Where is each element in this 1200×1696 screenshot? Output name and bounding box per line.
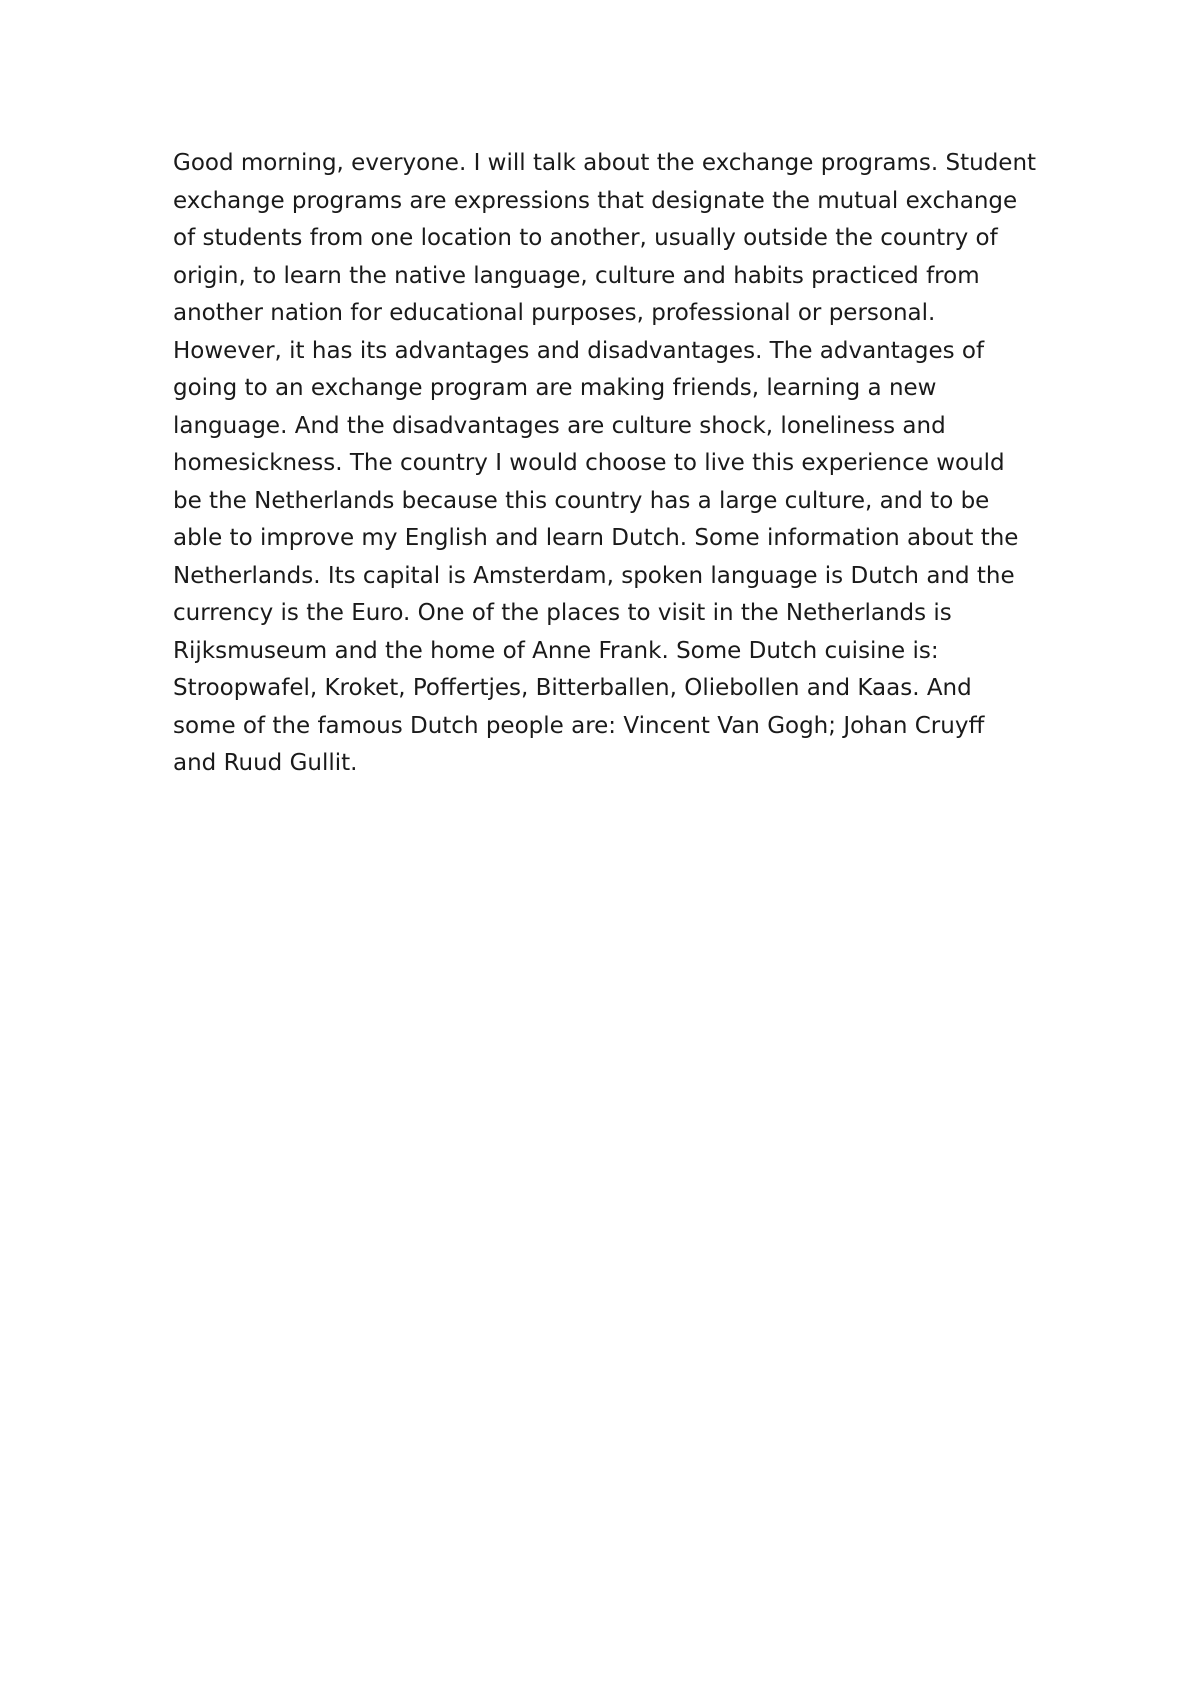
paragraph-line: Netherlands. Its capital is Amsterdam, spoken language is Dutch and the	[173, 562, 1015, 589]
paragraph-line: be the Netherlands because this country has a large culture, and to be	[173, 487, 990, 514]
paragraph-line: able to improve my English and learn Dutch. Some information about the	[173, 525, 1019, 551]
paragraph-line: some of the famous Dutch people are: Vincent Van Gogh; Johan Cruyff	[173, 712, 985, 739]
paragraph-line: exchange programs are expressions that designate the mutual exchange	[173, 187, 1018, 214]
paragraph-line: However, it has its advantages and disadvantages. The advantages of	[173, 337, 985, 364]
paragraph-line: currency is the Euro. One of the places to visit in the Netherlands is	[173, 600, 952, 626]
paragraph-line: Rijksmuseum and the home of Anne Frank. Some Dutch cuisine is:	[173, 637, 939, 664]
paragraph-line: language. And the disadvantages are culture shock, loneliness and	[173, 412, 946, 439]
paragraph-line: and Ruud Gullit.	[173, 750, 358, 776]
paragraph-line: origin, to learn the native language, culture and habits practiced from	[173, 262, 980, 289]
paragraph-line: Stroopwafel, Kroket, Poffertjes, Bitterballen, Oliebollen and Kaas. And	[173, 675, 972, 701]
paragraph-line: of students from one location to another, usually outside the country of	[173, 225, 998, 251]
paragraph-line: going to an exchange program are making friends, learning a new	[173, 375, 937, 401]
paragraph-line: homesickness. The country I would choose to live this experience would	[173, 450, 1005, 476]
paragraph-line: Good morning, everyone. I will talk about the exchange programs. Student	[173, 150, 1037, 176]
paragraph-line: another nation for educational purposes, professional or personal.	[173, 300, 936, 326]
body-paragraph	[173, 145, 1053, 783]
